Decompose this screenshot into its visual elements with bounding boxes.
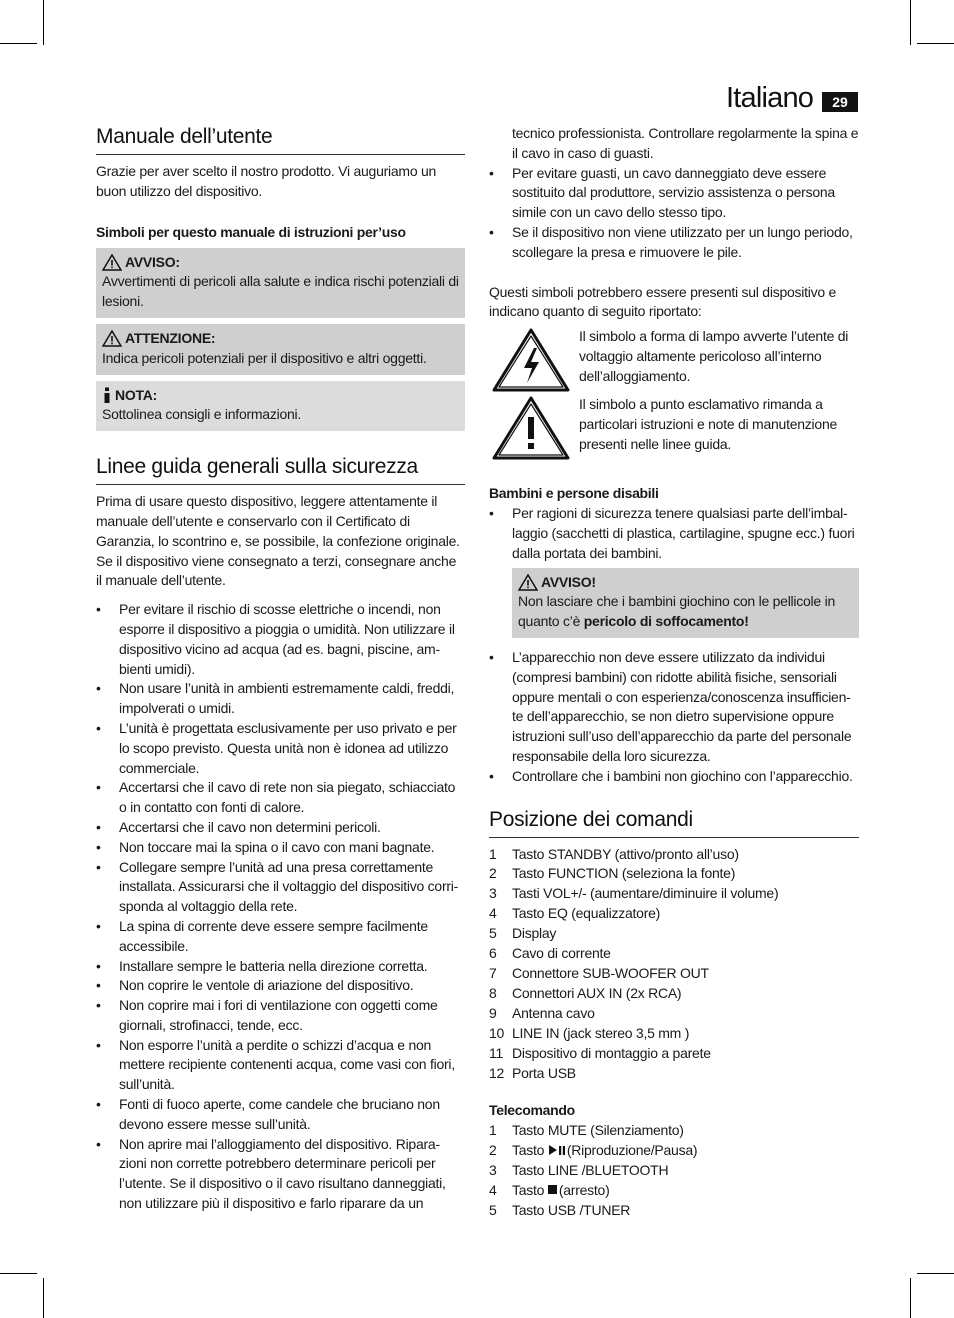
item-number: 5 — [489, 925, 497, 942]
item-label: Cavo di corrente — [512, 945, 611, 962]
item-number: 3 — [489, 885, 497, 902]
item-number: 1 — [489, 1122, 497, 1139]
list-item: • Controllare che i bambini non giochino con l’apparecchio. — [489, 767, 859, 787]
crop-mark — [910, 0, 911, 45]
note-box — [96, 381, 465, 432]
safety-intro: Prima di usare questo dispositivo, leggere attentamente il manuale dell’utente e conservarlo con il Certificato di Garanzia, lo scontrino e, se possibile, la confezione originale. Se il dispositivo viene consegnato a terzi, consegnare anche il manuale dell’utente. — [96, 493, 460, 589]
list-item: • La spina di corrente deve essere sempre facilmente accessibile. — [96, 917, 465, 957]
list-item: • Per ragioni di sicurezza tenere qualsiasi parte dell’imbal- laggio (sacchetti di plastica, cartilagine, spugne ecc.) fuori dalla portata dei bambini. — [489, 504, 859, 563]
lightning-symbol-row — [489, 327, 859, 393]
choking-hazard-text: pericolo di soffocamento! — [583, 613, 749, 630]
warning-box — [96, 248, 465, 318]
list-item: • L’apparecchio non deve essere utilizzato da individui (compresi bambini) con ridotte abilità fisiche, sensoriali oppure mentali o con esperienza/conoscenza insufficien- te dell’apparecchio, se non dietro supervisione oppure istruzioni sull’uso dell’apparecchio da parte del personale responsabile della loro sicurezza. — [489, 648, 859, 767]
list-item — [489, 984, 859, 1004]
list-item — [489, 1024, 859, 1044]
list-item — [489, 864, 859, 884]
list-item — [489, 1161, 859, 1181]
crop-mark — [917, 1273, 954, 1274]
caution-title: ATTENZIONE: — [125, 329, 216, 346]
exclamation-warning-icon — [491, 395, 571, 461]
list-item: • Collegare sempre l’unità ad una presa correttamente installata. Assicurarsi che il voltaggio del dispositivo corri- sponda al voltaggio della rete. — [96, 858, 465, 917]
item-number: 8 — [489, 984, 497, 1001]
item-number: 12 — [489, 1064, 505, 1081]
item-label: LINE IN (jack stereo 3,5 mm ) — [512, 1024, 690, 1041]
list-item: • Per evitare il rischio di scosse elettriche o incendi, non esporre il dispositivo a pioggia o umidità. Non utilizzare il dispositivo vicino ad acqua (ad es. bagni, piscine, am- bienti umidi). — [96, 600, 465, 679]
right-bullet-list — [489, 164, 859, 263]
item-number: 5 — [489, 1202, 497, 1219]
children-list — [489, 504, 859, 563]
list-item: • Non toccare mai la spina o il cavo con mani bagnate. — [96, 838, 465, 858]
children-heading: Bambini e persone disabili — [489, 485, 659, 502]
list-item: • Per evitare guasti, un cavo danneggiato deve essere sostituito dal produttore, servizio assistenza o persona simile con un cavo dello stesso tipo. — [489, 164, 859, 223]
intro-text: Grazie per aver scelto il nostro prodotto. Vi auguriamo un buon utilizzo del dispositivo. — [96, 163, 437, 199]
children-list-2 — [489, 648, 859, 787]
list-item — [489, 1201, 859, 1221]
children-warning-title: AVVISO! — [541, 573, 596, 590]
list-item — [489, 904, 859, 924]
controls-title: Posizione dei comandi — [489, 808, 859, 838]
crop-mark — [910, 1278, 911, 1318]
children-warning-box — [512, 568, 859, 638]
item-label: Tasto LINE /BLUETOOTH — [512, 1162, 669, 1179]
caution-box — [96, 324, 465, 375]
left-column — [96, 0, 465, 1214]
remote-heading: Telecomando — [489, 1102, 575, 1119]
caution-text: Indica pericoli potenziali per il dispositivo e altri oggetti. — [102, 349, 427, 366]
language-title: Italiano — [726, 82, 814, 114]
item-label: Connettori AUX IN (2x RCA) — [512, 984, 682, 1001]
safety-bullet-list — [96, 600, 465, 1214]
note-text: Sottolinea consigli e informazioni. — [102, 406, 302, 423]
right-column — [489, 0, 859, 1221]
list-item: • Non usare l’unità in ambienti estremamente caldi, freddi, impolverati o umidi. — [96, 679, 465, 719]
stop-icon — [548, 1182, 559, 1198]
item-number: 10 — [489, 1024, 505, 1041]
list-item: • Non coprire le ventole di ariazione del dispositivo. — [96, 976, 465, 996]
item-number: 11 — [489, 1044, 504, 1061]
list-item: 4 Tasto (arresto) — [489, 1181, 859, 1201]
item-number: 6 — [489, 945, 497, 962]
caution-triangle-icon — [102, 330, 122, 347]
note-title: NOTA: — [115, 386, 158, 403]
exclamation-symbol-text: Il simbolo a punto esclamativo rimanda a particolari istruzioni e note di manutenzione presenti nelle linee guida. — [579, 396, 838, 452]
crop-mark — [0, 1273, 37, 1274]
warning-text: Avvertimenti di pericoli alla salute e indica rischi potenziali di lesioni. — [102, 273, 459, 310]
lightning-symbol-text: Il simbolo a forma di lampo avverte l’utente di voltaggio altamente pericoloso all’interno dell’alloggiamento. — [579, 328, 849, 384]
symbols-heading: Simboli per questo manuale di istruzioni per’uso — [96, 223, 406, 240]
list-item: • Accertarsi che il cavo non determini pericoli. — [96, 818, 465, 838]
list-item: • Fonti di fuoco aperte, come candele che bruciano non devono essere messe sull’unità. — [96, 1095, 465, 1135]
item-number: 4 — [489, 905, 497, 922]
list-item — [489, 924, 859, 944]
item-number: 2 — [489, 865, 497, 882]
list-item: • Installare sempre le batteria nella direzione corretta. — [96, 957, 465, 977]
list-item: • Accertarsi che il cavo di rete non sia piegato, schiacciato o in contatto con fonti di calore. — [96, 778, 465, 818]
item-label: Display — [512, 925, 557, 942]
item-number: 7 — [489, 964, 497, 981]
item-label: Tasti VOL+/- (aumentare/diminuire il volume) — [512, 885, 779, 902]
list-item — [489, 1004, 859, 1024]
list-item — [489, 964, 859, 984]
list-item — [489, 1121, 859, 1141]
list-item: • Non esporre l’unità a perdite o schizzi d’acqua e non mettere recipiente contenenti acqua, come vasi con fiori, sull’unità. — [96, 1036, 465, 1095]
exclamation-symbol-row — [489, 395, 859, 461]
item-label: Connettore SUB-WOOFER OUT — [512, 964, 709, 981]
item-number: 1 — [489, 845, 497, 862]
crop-mark — [43, 1278, 44, 1318]
list-item: • Se il dispositivo non viene utilizzato per un lungo periodo, scollegare la presa e rimuovere le pile. — [489, 223, 859, 263]
safety-title: Linee guida generali sulla sicurezza — [96, 455, 465, 485]
item-label: Tasto MUTE (Silenziamento) — [512, 1122, 684, 1139]
item-number: 3 — [489, 1162, 497, 1179]
continuation-text: tecnico professionista. Controllare regolarmente la spina e il cavo in caso di guasti. — [512, 125, 859, 161]
list-item: 2 Tasto (Riproduzione/Pausa) — [489, 1141, 859, 1161]
info-icon — [102, 387, 112, 404]
item-label: Tasto USB /TUNER — [512, 1202, 631, 1219]
item-number: 2 — [489, 1142, 497, 1159]
crop-mark — [0, 43, 37, 44]
list-item — [489, 1044, 859, 1064]
item-number: 9 — [489, 1004, 497, 1021]
list-item — [489, 845, 859, 865]
lightning-warning-icon — [491, 327, 571, 393]
play-pause-icon — [548, 1142, 567, 1158]
controls-list — [489, 845, 859, 1084]
crop-mark — [917, 43, 954, 44]
warning-title: AVVISO: — [125, 253, 180, 270]
item-number: 4 — [489, 1182, 497, 1199]
warning-triangle-icon — [518, 574, 538, 591]
item-label: Tasto STANDBY (attivo/pronto all’uso) — [512, 845, 739, 862]
remote-list — [489, 1121, 859, 1221]
manual-title: Manuale dell’utente — [96, 125, 465, 155]
list-item — [489, 884, 859, 904]
page-number: 29 — [832, 94, 848, 110]
list-item: • Non aprire mai l’alloggiamento del dispositivo. Ripara- zioni non corrette potrebbero determinare pericoli per l’utente. Se il dispositivo o il cavo risultano danneggiati, non utilizzare più il dispositivo e farlo riparare da un — [96, 1135, 465, 1214]
list-item — [489, 1064, 859, 1084]
list-item — [489, 944, 859, 964]
list-item: • L’unità è progettata esclusivamente per uso privato e per lo scopo previsto. Questa unità non è idonea ad utilizzo commerciale. — [96, 719, 465, 778]
item-label: Tasto FUNCTION (seleziona la fonte) — [512, 865, 736, 882]
item-label: Porta USB — [512, 1064, 576, 1081]
warning-triangle-icon — [102, 254, 122, 271]
crop-mark — [43, 0, 44, 45]
item-label: Tasto EQ (equalizzatore) — [512, 905, 661, 922]
item-label: Dispositivo di montaggio a parete — [512, 1044, 711, 1061]
item-label: Antenna cavo — [512, 1004, 595, 1021]
children-warning-text: Non lasciare che i bambini giochino con le pellicole in quanto c’è pericolo di soffocamento! — [518, 593, 835, 630]
list-item: • Non coprire mai i fori di ventilazione con oggetti come giornali, strofinacci, tende, ecc. — [96, 996, 465, 1036]
symbols-intro: Questi simboli potrebbero essere presenti sul dispositivo e indicano quanto di seguito riportato: — [489, 283, 837, 320]
